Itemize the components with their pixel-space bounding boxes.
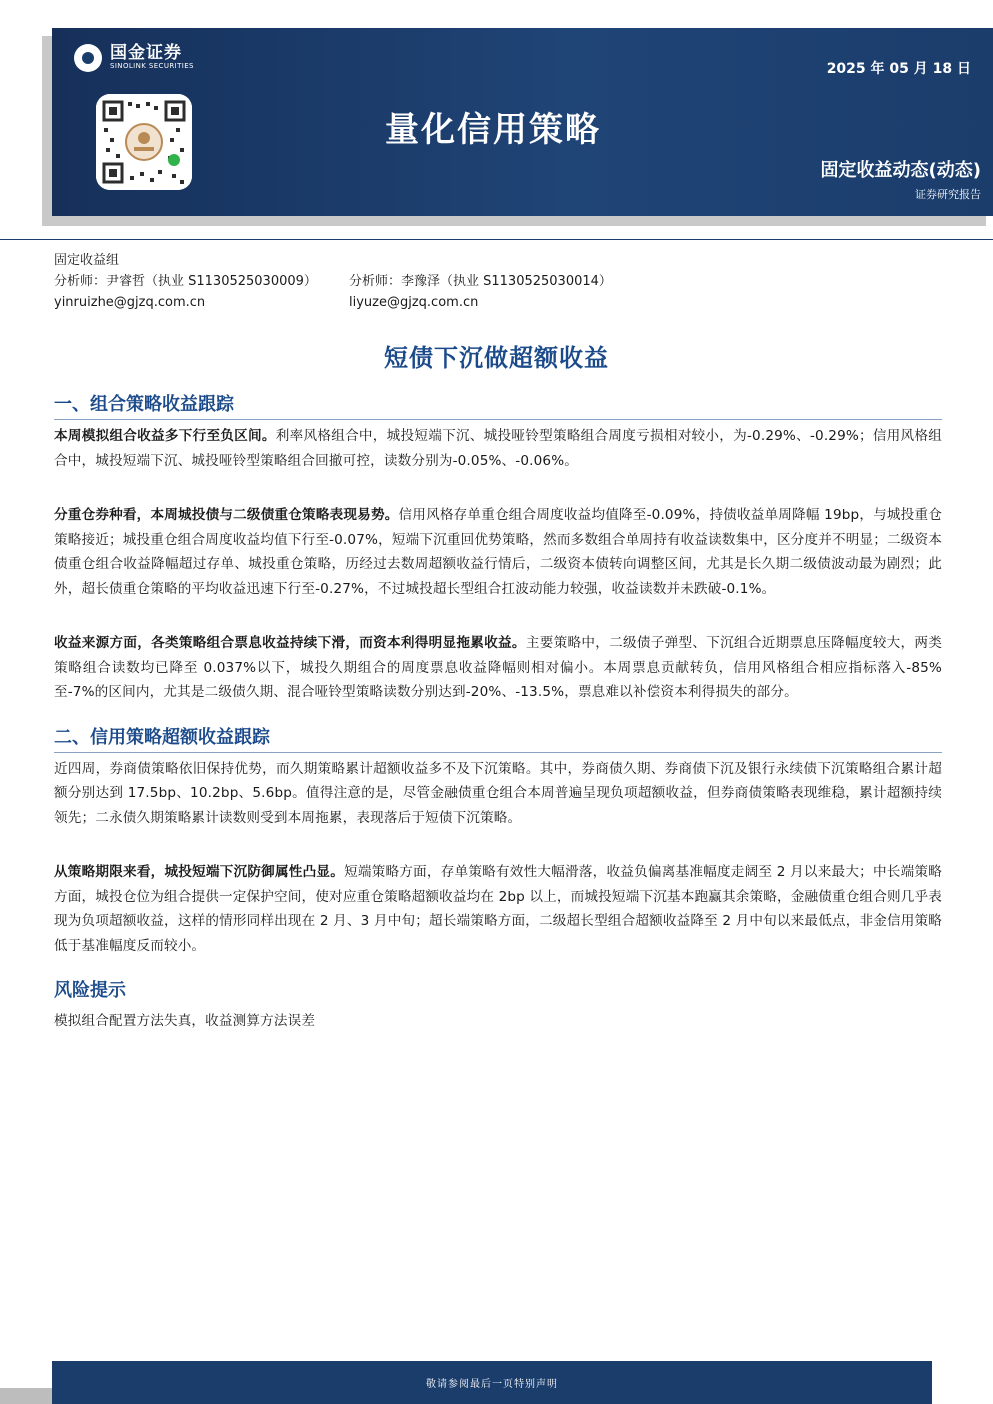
banner-title: 量化信用策略 (385, 110, 601, 150)
analyst-1: 分析师：尹睿哲（执业 S1130525030009） (54, 274, 317, 289)
report-title: 短债下沉做超额收益 (384, 344, 609, 372)
section-1-paragraph-1 (54, 424, 942, 473)
section-1-paragraph-2 (54, 503, 942, 601)
analyst-2: 分析师：李豫泽（执业 S1130525030014） (349, 274, 612, 289)
team-name: 固定收益组 (54, 253, 120, 268)
report-subtype: 证券研究报告 (915, 188, 981, 201)
report-type: 固定收益动态(动态) (820, 160, 981, 181)
logo-mark-icon (74, 44, 102, 72)
footer-bar (52, 1361, 932, 1404)
section-1-paragraph-1-lead: 本周模拟组合收益多下行至负区间。 (54, 428, 276, 444)
footer-disclaimer[interactable]: 敬请参阅最后一页特别声明 (426, 1379, 558, 1390)
logo-cn: 国金证券 (110, 43, 182, 64)
footer-accent (0, 1388, 52, 1404)
report-body (54, 390, 942, 1034)
risk-title: 风险提示 (54, 980, 126, 1001)
section-2-paragraph-2-lead: 从策略期限来看，城投短端下沉防御属性凸显。 (54, 864, 345, 880)
section-2-paragraph-1: 近四周，券商债策略依旧保持优势，而久期策略累计超额收益多不及下沉策略。其中，券商债久期、券商债下沉及银行永续债下沉策略组合累计超额分别达到 17.5bp、10.2bp、5.6bp。值得注意的是，尽管金融债重仓组合本周普遍呈现负项超额收益，但券商债策略表现维稳，累计超额持续领先；二永债久期策略累计读数则受到本周拖累，表现落后于短债下沉策略。 (54, 760, 942, 826)
report-banner (52, 28, 993, 216)
qr-code-icon (96, 94, 192, 190)
section-1-paragraph-2-text: 信用风格存单重仓组合周度收益均值降至-0.09%，持债收益单周降幅 19bp，与城投重仓策略接近；城投重仓组合周度收益均值下行至-0.07%，短端下沉重回优势策略，然而多数组合单周持有收益读数集中，区分度并不明显；二级资本债重仓组合收益降幅超过存单、城投重仓策略，历经过去数周超额收益行情后，二级资本债转向调整区间，尤其是长久期二级债波动最为剧烈；此外，超长债重仓策略的平均收益迅速下行至-0.27%，不过城投超长型组合扛波动能力较强，收益读数并未跌破-0.1%。 (54, 507, 942, 597)
report-date: 2025 年 05 月 18 日 (826, 61, 971, 77)
section-1-title: 一、组合策略收益跟踪 (54, 390, 942, 420)
section-2-paragraph-2-text: 短端策略方面，存单策略有效性大幅滑落，收益负偏离基准幅度走阔至 2 月以来最大；中长端策略方面，城投仓位为组合提供一定保护空间，使对应重仓策略超额收益均在 2bp 以上，而城投短端下沉基本跑赢其余策略，金融债重仓组合则几乎表现为负项超额收益，这样的情形同样出现在 2 月、3 月中旬；超长端策略方面，二级超长型组合超额收益降至 2 月中旬以来最低点，非金信用策略低于基准幅度反而较小。 (54, 864, 942, 954)
company-logo (74, 44, 194, 72)
analyst-2-email[interactable]: liyuze@gjzq.com.cn (349, 295, 479, 310)
section-1-paragraph-3 (54, 631, 942, 705)
header-divider (0, 239, 993, 240)
section-1-paragraph-2-lead: 分重仓券种看，本周城投债与二级债重仓策略表现易势。 (54, 507, 399, 523)
section-1-paragraph-1-text: 利率风格组合中，城投短端下沉、城投哑铃型策略组合周度亏损相对较小，为-0.29%、-0.29%；信用风格组合中，城投短端下沉、城投哑铃型策略组合回撤可控，读数分别为-0.05%、-0.06%。 (54, 428, 942, 469)
logo-en: SINOLINK SECURITIES (110, 62, 194, 71)
analyst-1-email[interactable]: yinruizhe@gjzq.com.cn (54, 295, 206, 310)
author-block (54, 250, 954, 313)
risk-text: 模拟组合配置方法失真，收益测算方法误差 (54, 1013, 316, 1029)
section-2-title: 二、信用策略超额收益跟踪 (54, 723, 942, 753)
section-2-paragraph-2 (54, 860, 942, 958)
section-1-paragraph-3-lead: 收益来源方面，各类策略组合票息收益持续下滑，而资本利得明显拖累收益。 (54, 635, 526, 651)
section-1-paragraph-3-text: 主要策略中，二级债子弹型、下沉组合近期票息压降幅度较大，两类策略组合读数均已降至 0.037%以下，城投久期组合的周度票息收益降幅则相对偏小。本周票息贡献转负，信用风格组合相应指标落入-85%至-7%的区间内，尤其是二级债久期、混合哑铃型策略读数分别达到-20%、-13.5%，票息难以补偿资本利得损失的部分。 (54, 635, 943, 700)
